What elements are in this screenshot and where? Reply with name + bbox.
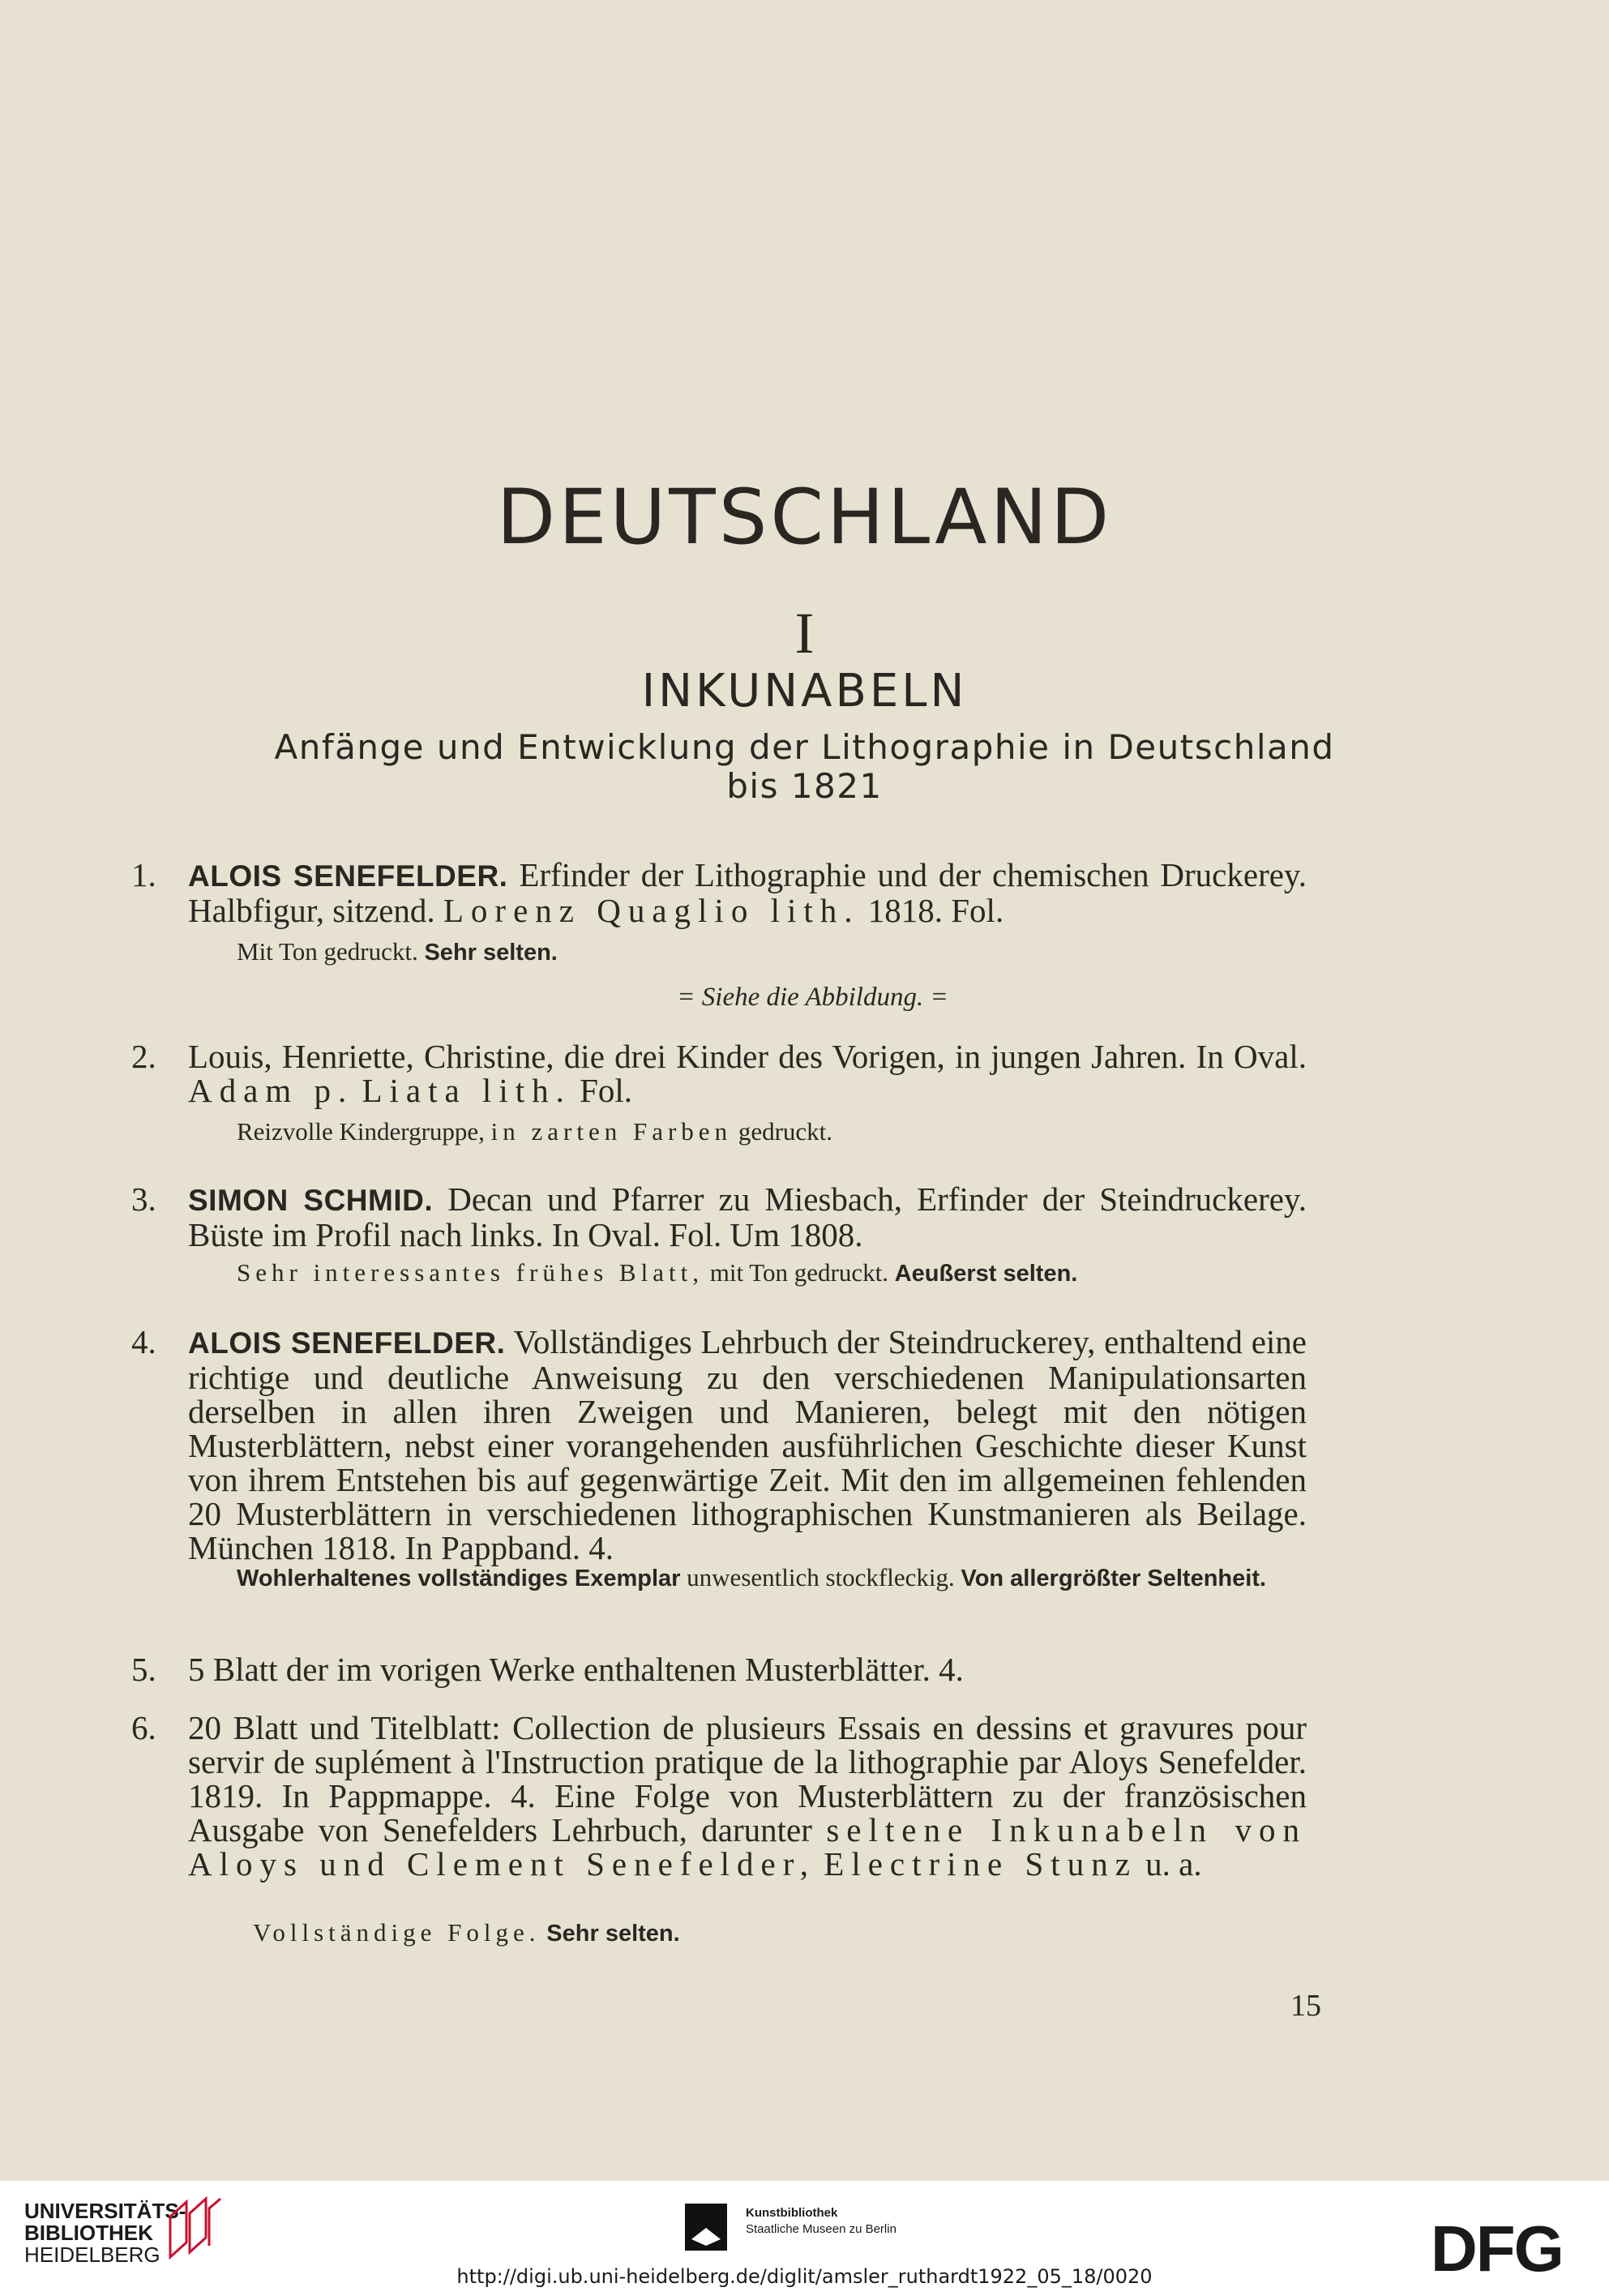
ub-line-2: BIBLIOTHEK	[24, 2221, 153, 2245]
entry-number: 3.	[131, 1180, 156, 1218]
catalog-entry-3	[131, 1180, 1307, 1253]
entry-3-note	[237, 1258, 1307, 1288]
entry-description: Louis, Henriette, Christine, die drei Kinder des Vorigen, in jungen Jahren. In Oval.	[188, 1038, 1307, 1075]
entry-1-note	[237, 937, 1307, 967]
note-text: Mit Ton gedruckt.	[237, 937, 418, 966]
subtitle-line-2: bis 1821	[726, 766, 883, 806]
entry-2-note	[237, 1117, 1307, 1146]
kunstbibliothek-logo-icon	[685, 2204, 727, 2251]
entry-spaced-artist-2: Electrine Stunz	[824, 1845, 1137, 1883]
section-subtitle	[0, 728, 1609, 806]
note-text: mit Ton gedruckt.	[709, 1258, 888, 1287]
entry-artist: ALOIS SENEFELDER.	[188, 1326, 506, 1360]
section-title: INKUNABELN	[641, 665, 968, 718]
section-numeral: I	[794, 601, 815, 666]
entry-number: 6.	[131, 1709, 156, 1746]
note-rarity: Aeußerst selten.	[894, 1261, 1078, 1287]
entry-number: 4.	[131, 1323, 156, 1360]
entry-description: Vollständiges Lehrbuch der Steindruckerey, enthaltend eine richtige und deutliche Anweisung zu den verschiedenen Manipulationsarten derselben in allen ihren Zweigen und Manieren, belegt mit den nötigen Musterblättern, nebst einer vorangehenden ausführlichen Geschichte dieser Kunst von ihrem Entstehen bis auf gegenwärtige Zeit. Mit den im allgemeinen fehlenden 20 Musterblättern in verschiedenen lithographischen Kunstmanieren als Beilage. München 1818. In Pappband. 4.	[188, 1323, 1307, 1566]
note-text-end: gedruckt.	[738, 1117, 833, 1146]
entry-lithographer: Lorenz Quaglio lith.	[443, 892, 860, 929]
catalog-entry-1	[131, 856, 1307, 929]
catalog-entry-5	[131, 1651, 1307, 1688]
entry-etc: u. a.	[1145, 1845, 1202, 1883]
note-spaced: Sehr interessantes frühes Blatt,	[237, 1258, 704, 1287]
entry-format: Fol.	[580, 1072, 633, 1109]
source-url[interactable]: http://digi.ub.uni-heidelberg.de/diglit/amsler_ruthardt1922_05_18/0020	[456, 2265, 1153, 2288]
note-rarity: Sehr selten.	[546, 1921, 680, 1947]
entry-number: 2.	[131, 1038, 156, 1075]
catalog-entry-4	[131, 1323, 1307, 1566]
entry-number: 5.	[131, 1651, 156, 1688]
catalog-entry-6	[131, 1709, 1307, 1883]
note-spaced: in zarten Farben	[490, 1117, 733, 1146]
digitization-footer	[0, 2181, 1609, 2296]
note-rarity: Von allergrößter Seltenheit.	[961, 1566, 1267, 1591]
illustration-reference: = Siehe die Abbildung. =	[677, 983, 948, 1012]
subtitle-line-1: Anfänge und Entwicklung der Lithographie in Deutschland	[274, 727, 1335, 767]
entry-6-note	[253, 1918, 1323, 1948]
entry-description: Erfinder der Lithographie und der chemischen Druckerey. Halbfigur, sitzend.	[188, 856, 1307, 929]
page-number: 15	[1290, 1989, 1321, 2023]
note-text: Reizvolle Kindergruppe,	[237, 1117, 485, 1146]
page-title: DEUTSCHLAND	[496, 473, 1113, 562]
dfg-logo: DFG	[1431, 2212, 1563, 2285]
note-rarity: Sehr selten.	[424, 940, 558, 966]
kunstbibliothek-label	[746, 2205, 897, 2238]
ub-line-1: UNIVERSITÄTS-	[24, 2199, 186, 2223]
note-spaced: Vollständige Folge.	[253, 1918, 541, 1947]
entry-lithographer: Liata lith.	[362, 1072, 571, 1109]
entry-description: Decan und Pfarrer zu Miesbach, Erfinder der Steindruckerey. Büste im Profil nach links. In Oval. Fol. Um 1808.	[188, 1180, 1307, 1253]
catalog-entry-2	[131, 1038, 1307, 1109]
note-text: unwesentlich stockfleckig.	[687, 1563, 955, 1591]
entry-number: 1.	[131, 856, 156, 893]
entry-spaced-artists: seltene Inkunabeln von Aloys und Clement Senefelder,	[188, 1811, 1307, 1883]
entry-artist: ALOIS SENEFELDER.	[188, 859, 508, 893]
entry-4-note	[237, 1563, 1307, 1593]
ub-line-3: HEIDELBERG	[24, 2242, 160, 2267]
kb-line-1: Kunstbibliothek	[746, 2206, 838, 2220]
entry-description: 20 Blatt und Titelblatt: Collection de plusieurs Essais en dessins et gravures pour servir de suplément à l'Instruction pratique de la lithographie par Aloys Senefelder. 1819. In Pappmappe. 4. Eine Folge von Musterblättern zu der französischen Ausgabe von Senefelders Lehrbuch, darunter	[188, 1709, 1307, 1848]
entry-date-format: 1818. Fol.	[867, 892, 1004, 929]
entry-painter: Adam p.	[188, 1072, 354, 1109]
ub-heidelberg-logo-icon	[162, 2192, 227, 2265]
entry-artist: SIMON SCHMID.	[188, 1184, 434, 1217]
kb-line-2: Staatliche Museen zu Berlin	[746, 2222, 897, 2236]
entry-description: 5 Blatt der im vorigen Werke enthaltenen Musterblätter. 4.	[188, 1651, 964, 1688]
note-condition: Wohlerhaltenes vollständiges Exemplar	[237, 1566, 681, 1591]
